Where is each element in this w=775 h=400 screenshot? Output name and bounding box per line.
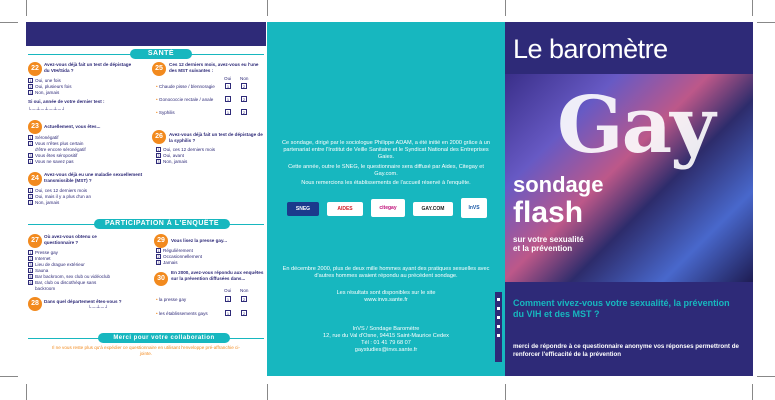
option-item[interactable]: 2 Occasionnellement: [157, 254, 203, 260]
option-item[interactable]: 1 Oui, une fois: [29, 78, 61, 84]
question-text: Vous lisez la presse gay...: [171, 238, 228, 243]
section-header-sante: SANTÉ: [130, 49, 192, 59]
option-item[interactable]: 2 Oui, avant: [157, 153, 184, 159]
department-entry-field[interactable]: └─┴─┘: [88, 305, 110, 310]
sondage-heading: sondage: [513, 172, 604, 197]
crop-mark: [757, 22, 775, 23]
question-number: 24: [28, 172, 42, 186]
crop-mark: [505, 384, 506, 400]
option-item-continued: d'être encore séronégatif: [35, 147, 86, 152]
option-item[interactable]: 3 Jamais: [157, 260, 178, 266]
column-header-non: Non: [240, 76, 249, 81]
column-header-oui: Oui: [224, 288, 232, 293]
checkbox-oui[interactable]: 1: [226, 97, 230, 102]
address-line: 12, rue du Val d'Osne, 94415 Saint-Maurice Cedex: [323, 333, 449, 339]
phone-number: Tél : 01 41 79 68 07: [361, 340, 411, 346]
cover-subtitle: sur votre sexualité et la prévention: [513, 235, 584, 253]
aides-logo: AIDES: [327, 202, 363, 216]
gaycom-logo: GAY.COM: [413, 202, 453, 216]
section-header-participation: PARTICIPATION À L'ENQUÊTE: [94, 219, 230, 229]
results-paragraph: En décembre 2000, plus de deux mille hommes ayant des pratiques sexuelles avec d'autres hommes avaient répondu au précédent sondage.: [282, 266, 490, 280]
question-number: 29: [154, 234, 168, 248]
crop-mark: [26, 0, 27, 16]
website-link[interactable]: www.invs.sante.fr: [364, 297, 408, 303]
distribution-paragraph: Cette année, outre le SNEG, le questionnaire sera diffusé par Aides, Citegay et Gay.com.: [288, 164, 484, 178]
option-item[interactable]: 6 Bar, club ou discothèque sans: [29, 280, 97, 286]
flash-heading: flash: [513, 196, 584, 229]
available-text: Les résultats sont disponibles sur le site: [336, 290, 436, 296]
invs-logo: InVS: [461, 198, 487, 218]
cover-instructions: merci de répondre à ce questionnaire anonyme vos réponses permettront de renforcer l'efficacité de la prévention: [513, 343, 739, 358]
option-item[interactable]: 2 Oui, plusieurs fois: [29, 84, 72, 90]
cover-title-gay: Gay: [557, 80, 714, 171]
question-text: Dans quel département êtes-vous ?: [44, 299, 122, 304]
checkbox-non[interactable]: 2: [242, 110, 246, 115]
question-text: Avez-vous déjà fait un test de dépistage de la syphilis ?: [169, 132, 263, 143]
question-number: 28: [28, 297, 42, 311]
question-text: Où avez-vous obtenu ce questionnaire ?: [44, 234, 97, 245]
crop-mark: [0, 376, 18, 377]
option-item[interactable]: 3 Non, jamais: [29, 90, 60, 96]
option-item[interactable]: 1 Oui, ces 12 derniers mois: [157, 147, 216, 153]
crop-mark: [757, 376, 775, 377]
crop-mark: [752, 0, 753, 16]
info-panel: [267, 22, 505, 376]
email-link[interactable]: gaystudies@invs.sante.fr: [354, 347, 418, 353]
checkbox-oui[interactable]: 1: [226, 311, 230, 316]
checkbox-oui[interactable]: 1: [226, 84, 230, 89]
option-item[interactable]: 2 Vous n'êtes plus certain: [29, 141, 84, 147]
crop-mark: [505, 0, 506, 16]
question-text: Avez-vous déjà fait un test de dépistage du VIH/Sida ?: [44, 62, 132, 73]
option-item[interactable]: 3 Non, jamais: [29, 200, 60, 206]
question-number: 22: [28, 62, 42, 76]
option-item[interactable]: 2 Internet: [29, 256, 51, 262]
option-item[interactable]: 1 Séronégatif: [29, 135, 59, 141]
question-text: En 2000, avez-vous répondu aux enquêtes sur la prévention diffusées dans...: [171, 270, 264, 281]
table-row-label: • Chaude pisse / blennoragie: [156, 84, 215, 89]
question-number: 30: [154, 272, 168, 286]
cover-title: Le baromètre: [513, 34, 668, 64]
follow-up-question: Si oui, année de votre dernier test :: [28, 99, 105, 104]
citegay-logo: citegay: [371, 199, 405, 217]
year-entry-field[interactable]: └─┴─┴─┴─┘: [28, 107, 67, 112]
checkbox-non[interactable]: 2: [242, 84, 246, 89]
collaboration-header: Merci pour votre collaboration: [98, 333, 230, 343]
cover-panel: [505, 22, 753, 376]
question-number: 27: [28, 234, 42, 248]
crop-mark: [752, 384, 753, 400]
table-row-label: • Gonococcie rectale / anale: [156, 97, 214, 102]
option-item[interactable]: 3 Lieu de drague extérieur: [29, 262, 85, 268]
option-item[interactable]: 3 Non, jamais: [157, 159, 188, 165]
question-number: 26: [152, 130, 166, 144]
option-item[interactable]: 5 Bar backroom, sex club ou vidéoclub: [29, 274, 111, 280]
question-number: 25: [152, 62, 166, 76]
table-row-label: • les établissements gays: [156, 311, 208, 316]
thanks-paragraph: Nous remercions les établissements de l'accueil réservé à l'enquête.: [301, 180, 471, 186]
column-header-non: Non: [240, 288, 249, 293]
questionnaire-panel: [26, 22, 266, 376]
question-number: 23: [28, 120, 42, 134]
checkbox-oui[interactable]: 1: [226, 110, 230, 115]
option-item[interactable]: 1 Oui, ces 12 derniers mois: [29, 188, 88, 194]
option-item[interactable]: 4 Sauna: [29, 268, 49, 274]
cover-question: Comment vivez-vous votre sexualité, la prévention du VIH et des MST ?: [513, 298, 730, 319]
crop-mark: [0, 22, 18, 23]
crop-mark: [26, 384, 27, 400]
sneg-logo: SNEG: [287, 202, 319, 216]
intro-paragraph: Ce sondage, dirigé par le sociologue Philippe ADAM, a été initié en 2000 grâce à un partenariat entre l'Institut de Veille Sanitaire et le Syndicat National des Entreprises Gaies.: [281, 140, 491, 161]
column-header-oui: Oui: [224, 76, 232, 81]
option-item[interactable]: 1 Presse gay: [29, 250, 58, 256]
option-item[interactable]: 4 Vous ne savez pas: [29, 159, 74, 165]
crop-mark: [267, 0, 268, 16]
checkbox-non[interactable]: 2: [242, 311, 246, 316]
option-item[interactable]: 2 Oui, mais il y a plus d'un an: [29, 194, 92, 200]
checkbox-non[interactable]: 2: [242, 297, 246, 302]
mailing-instructions: Il ne vous reste plus qu'à expédier ce questionnaire en utilisant l'enveloppe pré-affranchie ci-jointe.: [52, 345, 240, 356]
question-text: Actuellement, vous êtes...: [44, 124, 101, 129]
question-text: Avez-vous déjà eu une maladie sexuellement transmissible (MST) ?: [44, 172, 143, 183]
option-item[interactable]: 3 Vous êtes séropositif: [29, 153, 78, 159]
table-row-label: • Syphilis: [156, 110, 175, 115]
checkbox-oui[interactable]: 1: [226, 297, 230, 302]
crop-mark: [267, 384, 268, 400]
table-row-label: • la presse gay: [156, 297, 187, 302]
question-text: Ces 12 derniers mois, avez-vous eu l'une des MST suivantes :: [169, 62, 259, 73]
option-item[interactable]: 1 Régulièrement: [157, 248, 193, 254]
option-item-continued: backroom: [35, 286, 56, 291]
checkbox-non[interactable]: 2: [242, 97, 246, 102]
top-band: [26, 22, 266, 46]
address-line: InVS / Sondage Baromètre: [352, 326, 420, 332]
fold-strip: [495, 292, 502, 362]
